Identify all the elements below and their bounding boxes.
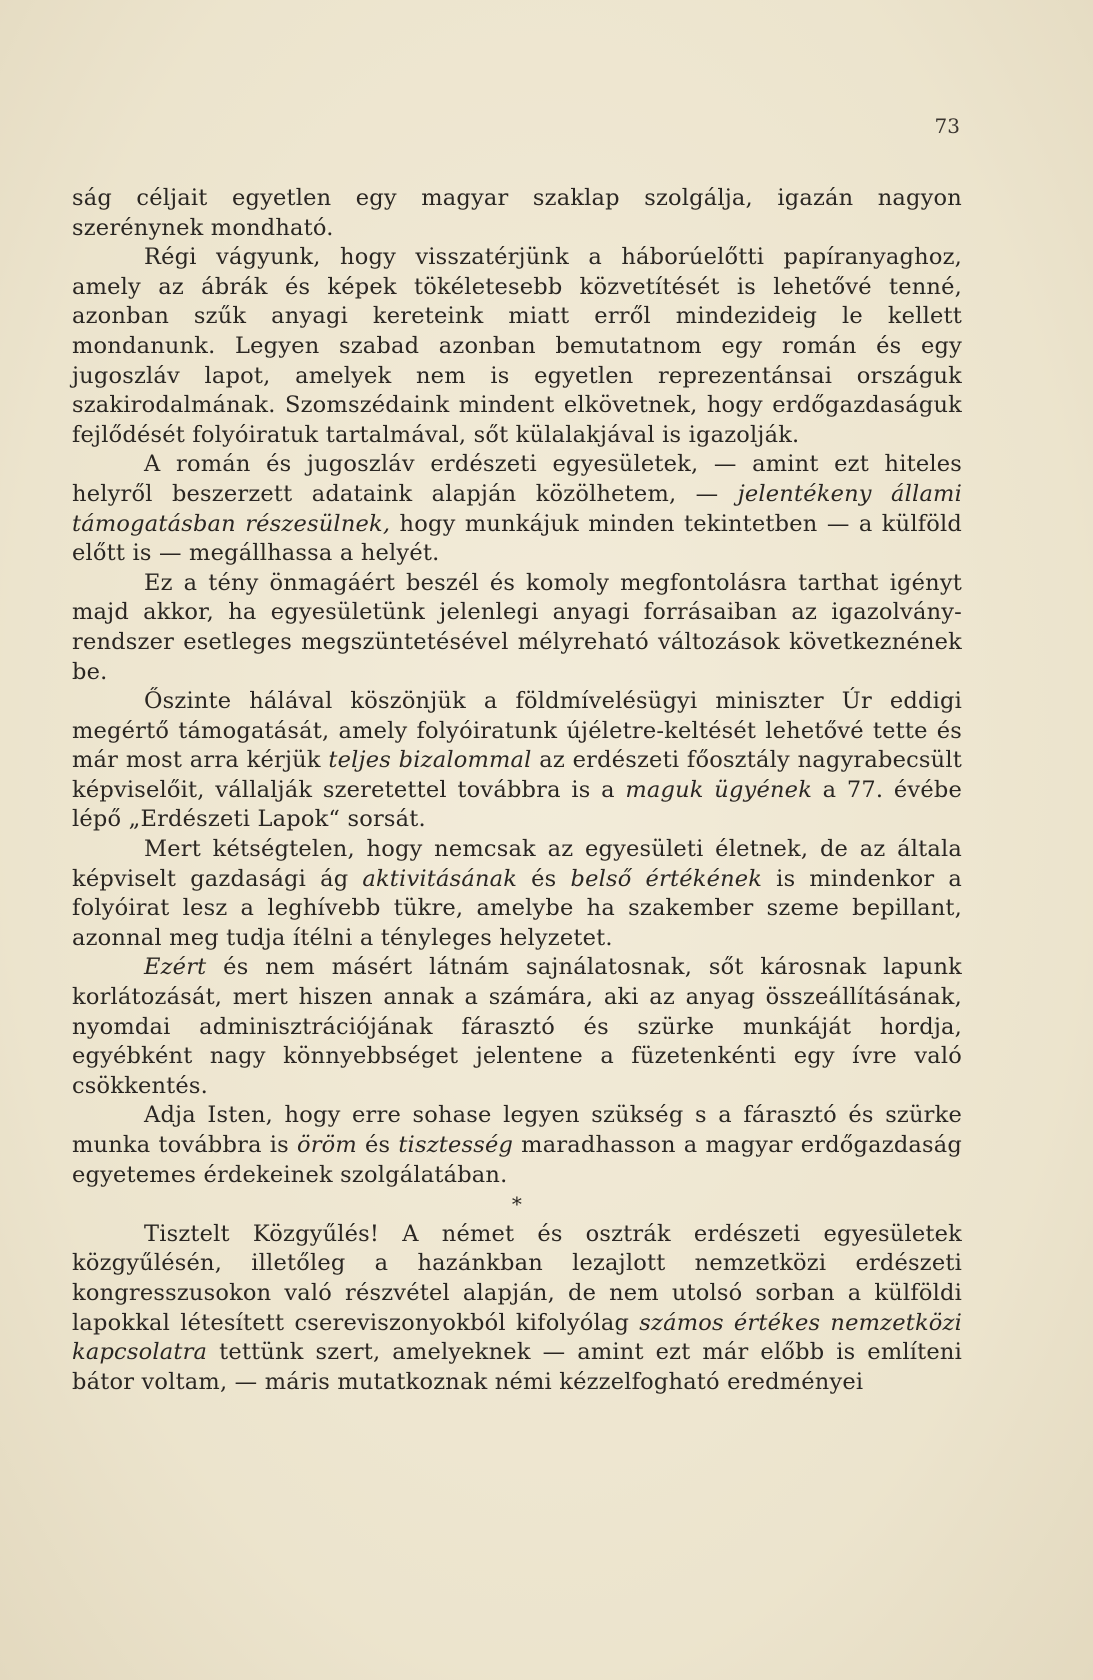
emphasis: belső értékének — [570, 865, 763, 892]
paragraph-5: Őszinte hálával köszönjük a földmívelésügyi miniszter Úr eddigi megértő támogatását, amely folyóiratunk újéletre-keltését lehetővé tette és már most arra kérjük teljes bizalommal az erdészeti főosztály nagyrabecsült képviselőit, vállalják szeretettel továbbra is a maguk ügyének a 77. évébe lépő „Erdészeti Lapok“ sorsát. — [72, 688, 962, 833]
emphasis: maguk ügyének — [625, 776, 813, 803]
body-text — [72, 184, 962, 1397]
paragraph-3: A román és jugoszláv erdészeti egyesületek, — amint ezt hiteles helyről beszerzett adataink alapján közölhetem, — jelentékeny állami támogatásban részesülnek, hogy munkájuk minden tekintetben — a külföld előtt is — megállhassa a helyét. — [72, 451, 962, 567]
emphasis: teljes bizalommal — [328, 747, 532, 774]
emphasis: aktivitásának — [362, 865, 518, 892]
paragraph-6: Mert kétségtelen, hogy nemcsak az egyesületi életnek, de az általa képviselt gazdasági ág aktivitásának és belső értékének is mindenkor a folyóirat lesz a leghívebb tükre, amelybe ha szakember szeme bepillant, azonnal meg tudja ítélni a tényleges helyzetet. — [72, 836, 962, 951]
paragraph-7: Ezért és nem másért látnám sajnálatosnak, sőt károsnak lapunk korlátozását, mert hiszen annak a számára, aki az anyag összeállításának, nyomdai adminisztrációjának fárasztó és szürke munkáját hordja, egyébként nagy könnyebbséget jelentene a füzetenkénti egy ívre való csökkentés. — [72, 954, 962, 1099]
paragraph-2: Régi vágyunk, hogy visszatérjünk a háborúelőtti papíranyaghoz, amely az ábrák és képek tökéletesebb közvetítését is lehetővé tenné, azonban szűk anyagi kereteink miatt erről mindezideig le kellett mondanunk. Legyen szabad azonban bemutatnom egy román és egy jugoszláv lapot, amelyek nem is egyetlen reprezentánsai országuk szakirodalmának. Szomszédaink mindent elkövetnek, hogy erdőgazdaságuk fejlődését folyóiratuk tartalmával, sőt külalakjával is igazolják. — [72, 244, 962, 448]
paragraph-1: ság céljait egyetlen egy magyar szaklap szolgálja, igazán nagyon szerénynek mondható. — [72, 185, 962, 241]
emphasis: tisztesség — [398, 1132, 514, 1158]
page-number: 73 — [934, 114, 960, 138]
paragraph-4: Ez a tény önmagáért beszél és komoly megfontolásra tarthat igényt majd akkor, ha egyesületünk jelenlegi anyagi forrásaiban az igazolvány-rendszer esetleges megszüntetésével mélyreható változások következnének be. — [72, 569, 962, 685]
emphasis: jelentékeny állami támogatásban részesülnek, — [72, 480, 962, 537]
paragraph-8: Adja Isten, hogy erre sohase legyen szükség s a fárasztó és szürke munka továbbra is öröm és tisztesség maradhasson a magyar erdőgazdaság egyetemes érdekeinek szolgálatában. — [72, 1102, 963, 1188]
paragraph-9: Tisztelt Közgyűlés! A német és osztrák erdészeti egyesületek közgyűlésén, illetőleg a hazánkban lezajlott nemzetközi erdészeti kongresszusokon való részvétel alapján, de nem utolsó sorban a külföldi lapokkal létesített csereviszonyokból kifolyólag számos értékes nemzetközi kapcsolatra tettünk szert, amelyeknek — amint ezt már előbb is említeni bátor voltam, — máris mutatkoznak némi kézzelfogható eredményei — [72, 1220, 962, 1395]
emphasis: Ezért — [144, 954, 207, 981]
section-separator: * — [511, 1192, 523, 1217]
emphasis: számos értékes nemzetközi kapcsolatra — [72, 1309, 962, 1366]
emphasis: öröm — [296, 1132, 357, 1158]
